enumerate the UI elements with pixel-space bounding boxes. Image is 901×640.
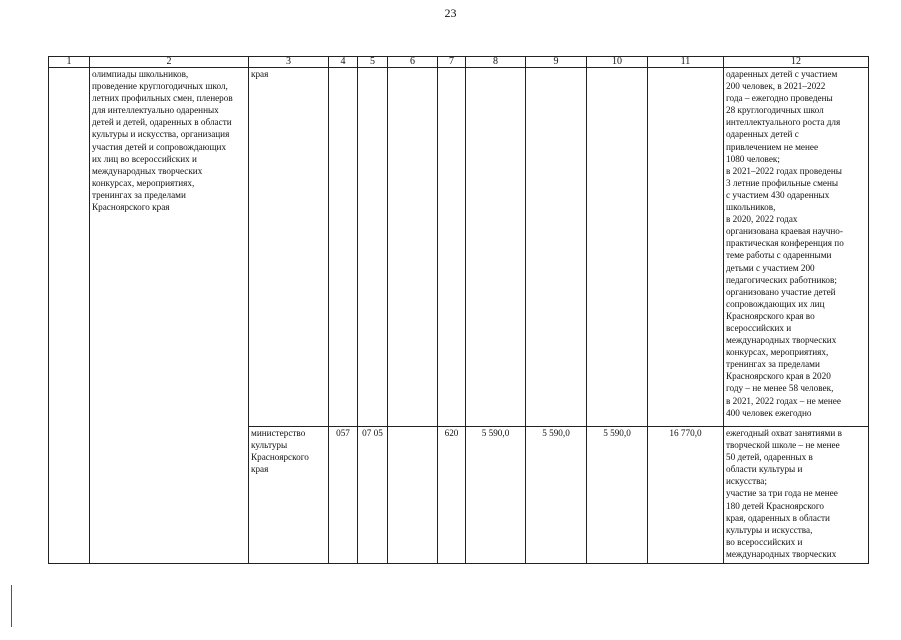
row1-executor: края	[249, 68, 329, 427]
header-col-8: 8	[466, 57, 526, 68]
header-col-1: 1	[49, 57, 90, 68]
row2-amount-year-3: 5 590,0	[587, 427, 648, 564]
row1-col-11	[648, 68, 724, 427]
row2-amount-year-1: 5 590,0	[466, 427, 526, 564]
page-number: 23	[444, 6, 457, 20]
header-col-9: 9	[526, 57, 587, 68]
row2-section-code: 07 05	[358, 427, 388, 564]
row1-col-7	[438, 68, 466, 427]
row2-expected-result: ежегодный охват занятиями в творческой школе – не менее 50 детей, одаренных в области культуры и искусства; участие за три года не менее 180 детей Красноярского края, одаренных в области культуры и искусства, во всероссийских и международных творческих	[724, 427, 869, 564]
header-col-12: 12	[724, 57, 869, 68]
measure-description: олимпиады школьников, проведение круглогодичных школ, летних профильных смен, пленеров для интеллектуально одаренных детей и детей, одаренных в области культуры и искусства, организация участия детей и сопровождающих их лиц во всероссийских и международных творческих конкурсах, мероприятиях, тренингах за пределами Красноярского края	[90, 68, 249, 564]
header-col-6: 6	[388, 57, 438, 68]
header-row	[49, 57, 869, 68]
row1-col-8	[466, 68, 526, 427]
row1-col-6	[388, 68, 438, 427]
row2-col-6	[388, 427, 438, 564]
row1-expected-result: одаренных детей с участием 200 человек, в 2021–2022 года – ежегодно проведены 28 круглогодичных школ интеллектуального роста для одаренных детей с привлечением не менее 1080 человек; в 2021–2022 годах проведены 3 летние профильные смены с участием 430 одаренных школьников, в 2020, 2022 годах организована краевая научно- практическая конференция по теме работы с одаренными детьми с участием 200 педагогических работников; организовано участие детей сопровождающих их лиц Красноярского края во всероссийских и международных творческих конкурсах, мероприятиях, тренингах за пределами Красноярского края в 2020 году – не менее 58 человек, в 2021, 2022 годах – не менее 400 человек ежегодно	[724, 68, 869, 427]
row1-col-1	[49, 68, 90, 564]
program-table	[48, 56, 869, 564]
row2-executor: министерство культуры Красноярского края	[249, 427, 329, 564]
header-col-11: 11	[648, 57, 724, 68]
row1-col-4	[329, 68, 358, 427]
row1-col-9	[526, 68, 587, 427]
header-col-7: 7	[438, 57, 466, 68]
row2-expense-code: 620	[438, 427, 466, 564]
header-col-5: 5	[358, 57, 388, 68]
row2-amount-total: 16 770,0	[648, 427, 724, 564]
row1-col-5	[358, 68, 388, 427]
table-row	[49, 68, 869, 427]
row1-col-10	[587, 68, 648, 427]
row2-ministry-code: 057	[329, 427, 358, 564]
header-col-10: 10	[587, 57, 648, 68]
header-col-3: 3	[249, 57, 329, 68]
header-col-4: 4	[329, 57, 358, 68]
header-col-2: 2	[90, 57, 249, 68]
scan-edge-line	[11, 585, 12, 627]
row2-amount-year-2: 5 590,0	[526, 427, 587, 564]
